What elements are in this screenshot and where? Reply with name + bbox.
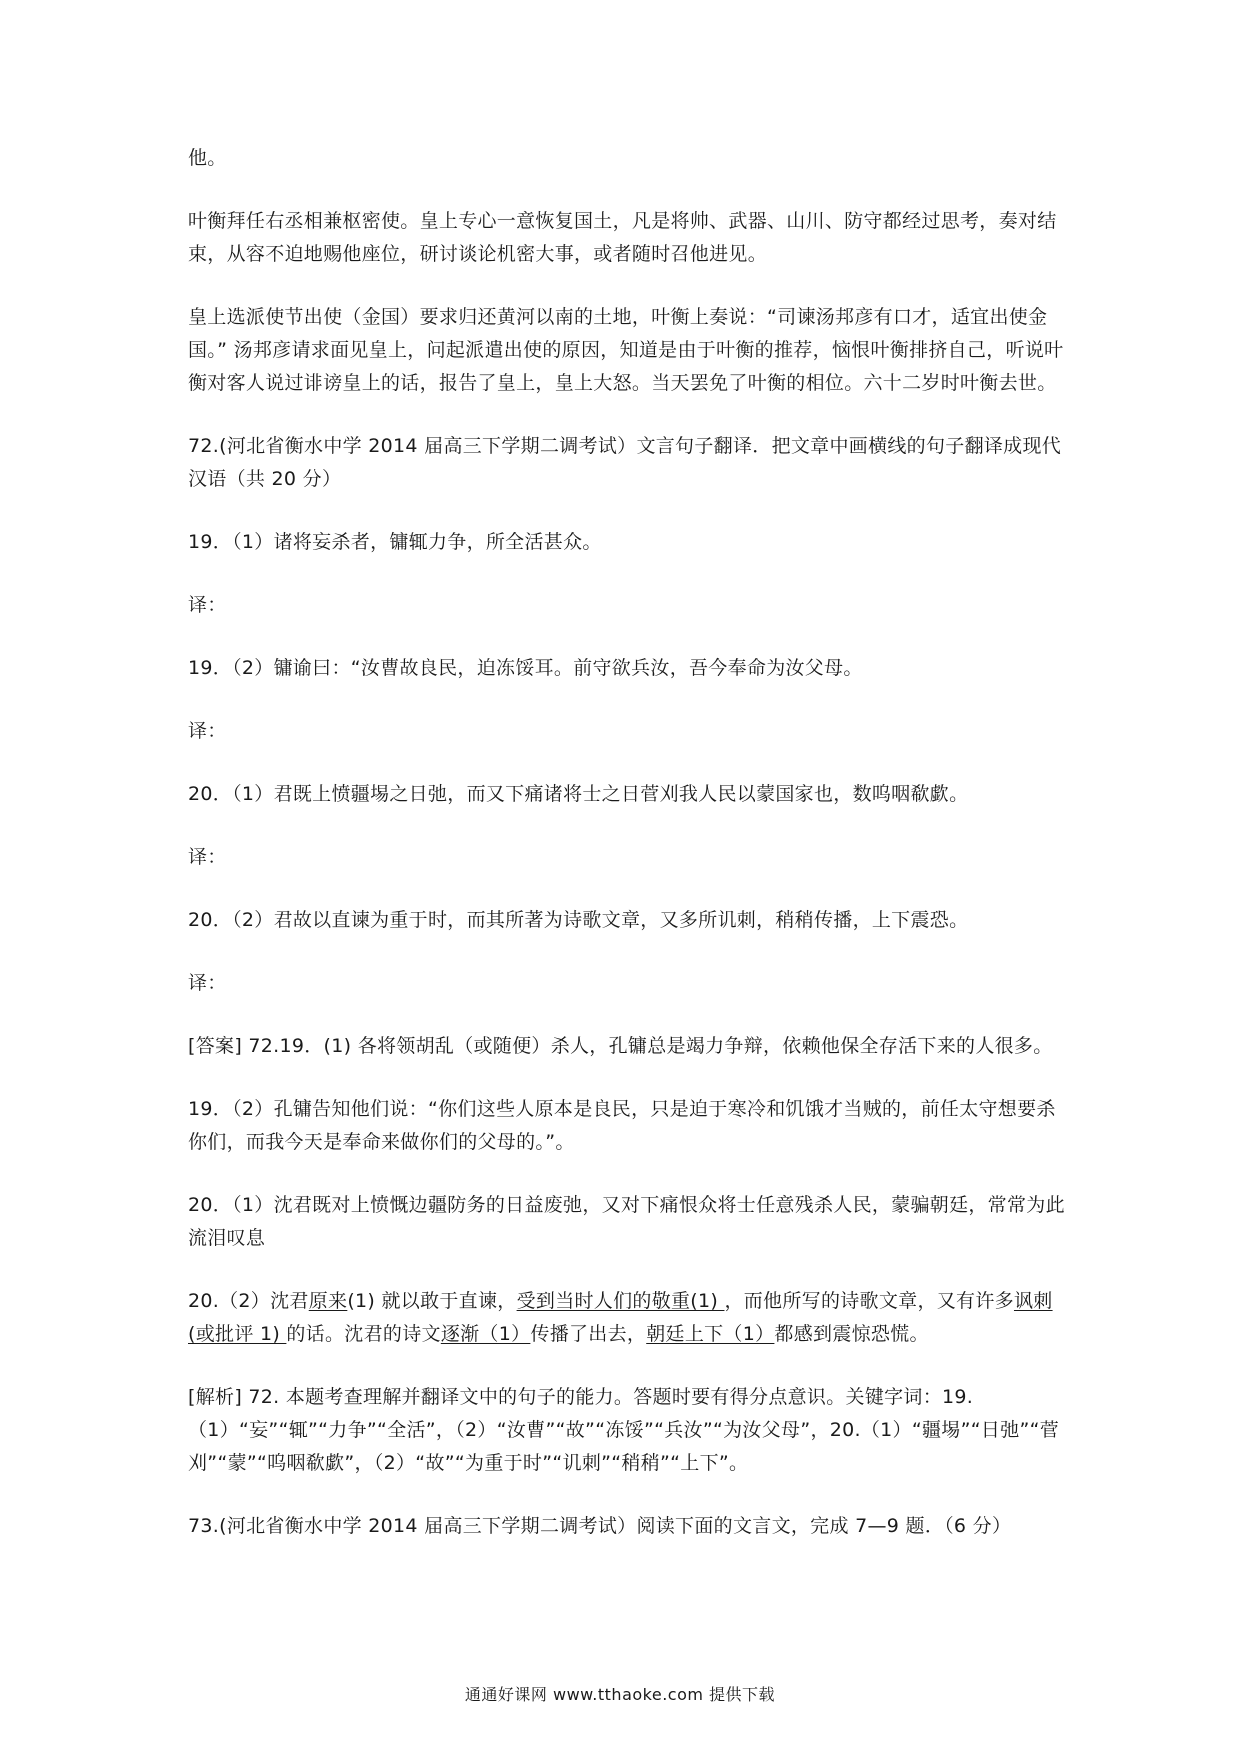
question-72-heading: 72.(河北省衡水中学 2014 届高三下学期二调考试）文言句子翻译．把文章中画横线的句子翻译成现代汉语（共 20 分）: [188, 435, 1062, 490]
document-body: [188, 142, 1068, 1573]
answer-20-1: 20．（1）沈君既对上愤慨边疆防务的日益废弛，又对下痛恨众将士任意残杀人民，蒙骗朝廷，常常为此流泪叹息: [188, 1194, 1065, 1249]
translation-prompt-20-2: 译：: [188, 972, 227, 994]
paragraph-ye-heng-dismissal: 皇上选派使节出使（金国）要求归还黄河以南的土地，叶衡上奏说：“司谏汤邦彦有口才，适宜出使金国。” 汤邦彦请求面见皇上，问起派遣出使的原因，知道是由于叶衡的推荐，恼恨叶衡排挤自己，听说叶衡对客人说过诽谤皇上的话，报告了皇上，皇上大怒。当天罢免了叶衡的相位。六十二岁时叶衡去世。: [188, 306, 1064, 394]
question-73-heading: 73.(河北省衡水中学 2014 届高三下学期二调考试）阅读下面的文言文，完成 7—9 题．（6 分）: [188, 1515, 1012, 1537]
answer-20-2-underlined-5: 朝廷上下（1）: [646, 1323, 775, 1345]
paragraph-continuation: 他。: [188, 147, 227, 169]
answer-20-2-text-2: (1) 就以敢于直谏，: [347, 1290, 517, 1312]
answer-20-2-text-1: 20.（2）沈君: [188, 1290, 309, 1312]
translation-prompt-19-2: 译：: [188, 720, 227, 742]
answer-20-2-underlined-1: 原来: [308, 1290, 348, 1312]
answer-20-2-text-6: 都感到震惊恐慌。: [774, 1323, 929, 1345]
question-19-1: 19．（1）诸将妄杀者，镛辄力争，所全活甚众。: [188, 531, 602, 553]
analysis-72: [解析] 72. 本题考查理解并翻译文中的句子的能力。答题时要有得分点意识。关键字词：19.（1）“妄”“辄”“力争”“全活”，（2）“汝曹”“故”“冻馁”“兵汝”“为汝父母”，20.（1）“疆埸”“日弛”“菅刈”“蒙”“呜咽欷歔”，（2）“故”“为重于时”“讥刺”“稍稍”“上下”。: [188, 1386, 1060, 1474]
page-footer: 通通好课网 www.tthaoke.com 提供下载: [464, 1685, 776, 1704]
answer-20-2-text-5: 传播了出去，: [530, 1323, 647, 1345]
answer-20-2-underlined-3: 讽刺(或批评 1): [188, 1290, 1053, 1345]
answer-20-2-underlined-4: 逐渐（1）: [440, 1323, 531, 1345]
question-20-2: 20．（2）君故以直谏为重于时，而其所著为诗歌文章，又多所讥刺，稍稍传播，上下震恐。: [188, 909, 969, 931]
answer-20-2-text-3: ，而他所写的诗歌文章，又有许多: [724, 1290, 1014, 1312]
answer-19-1: [答案] 72.19．(1) 各将领胡乱（或随便）杀人，孔镛总是竭力争辩，依赖他保全存活下来的人很多。: [188, 1035, 1053, 1057]
answer-19-2: 19．（2）孔镛告知他们说：“你们这些人原本是良民，只是迫于寒冷和饥饿才当贼的，前任太守想要杀你们，而我今天是奉命来做你们的父母的。”。: [188, 1098, 1056, 1153]
answer-20-2: [188, 1285, 1068, 1351]
question-19-2: 19．（2）镛谕曰：“汝曹故良民，迫冻馁耳。前守欲兵汝，吾今奉命为汝父母。: [188, 657, 863, 679]
paragraph-ye-heng-promotion: 叶衡拜任右丞相兼枢密使。皇上专心一意恢复国土，凡是将帅、武器、山川、防守都经过思考，奏对结束，从容不迫地赐他座位，研讨谈论机密大事，或者随时召他进见。: [188, 210, 1057, 265]
answer-20-2-text-4: 的话。沈君的诗文: [286, 1323, 441, 1345]
translation-prompt-20-1: 译：: [188, 846, 227, 868]
translation-prompt-19-1: 译：: [188, 594, 227, 616]
answer-20-2-underlined-2: 受到当时人们的敬重(1): [516, 1290, 725, 1312]
question-20-1: 20．（1）君既上愤疆埸之日弛，而又下痛诸将士之日菅刈我人民以蒙国家也，数呜咽欷歔。: [188, 783, 969, 805]
